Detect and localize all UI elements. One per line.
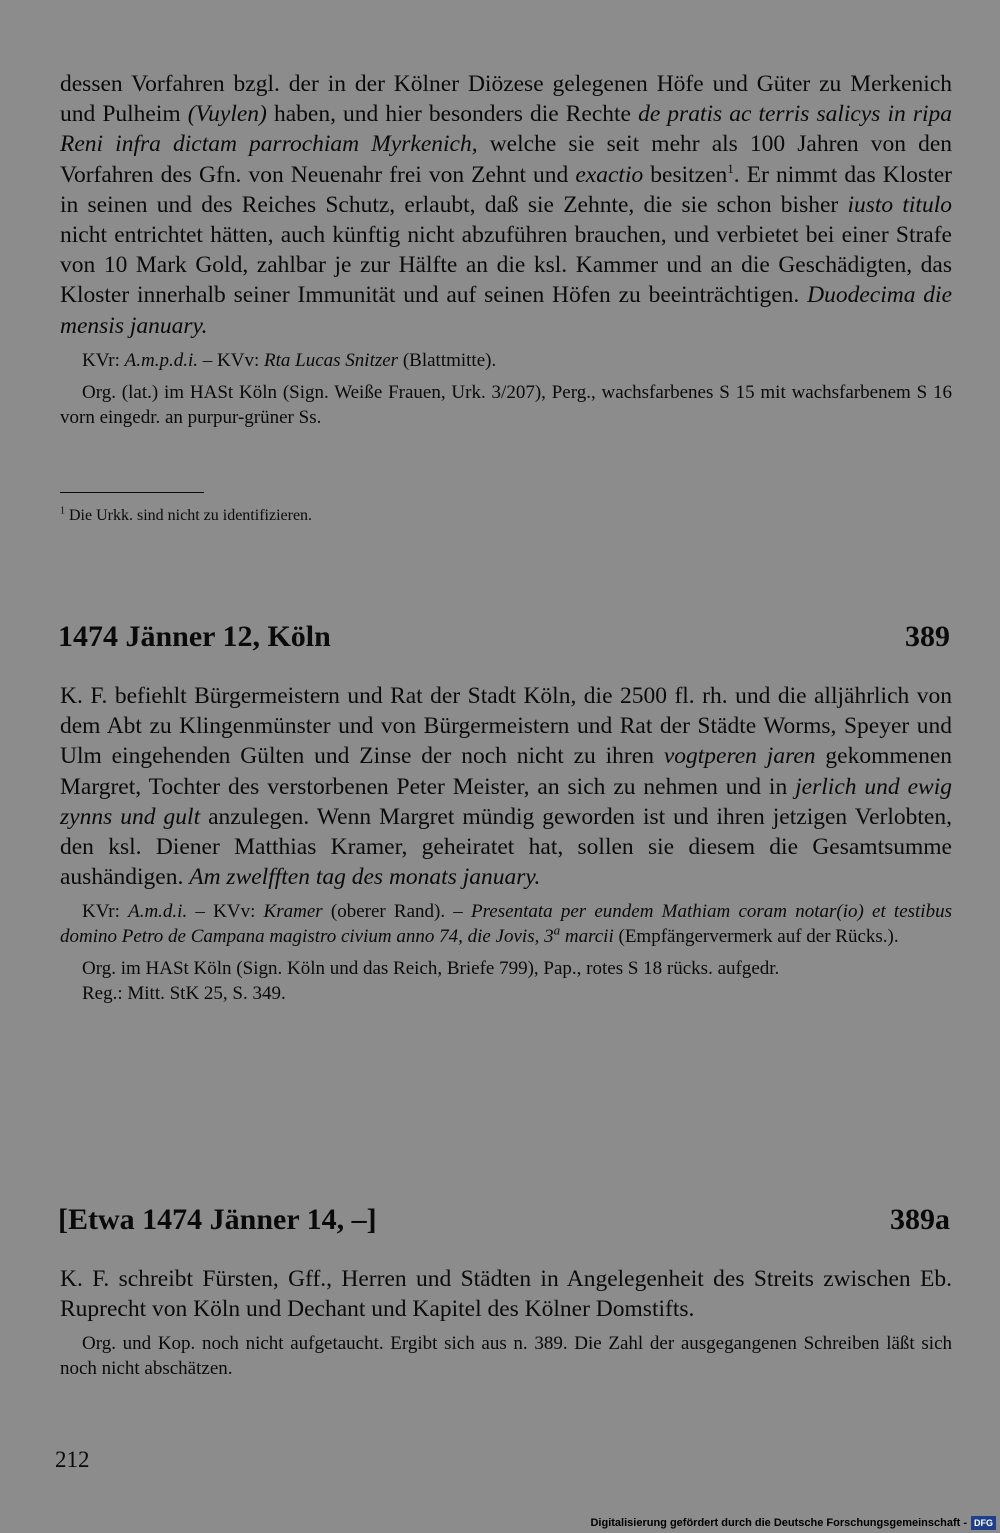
italic-run: A.m.d.i.	[128, 901, 188, 923]
text-run: gekommenen Margret, Tochter des verstorbenen Peter Meister, an sich zu nehmen und in	[60, 743, 953, 800]
italic-run: Am zwelfften tag des monats january.	[189, 864, 541, 891]
entry-389a-body: K. F. schreibt Fürsten, Gff., Herren und Städten in Angelegenheit des Streits zwischen Eb. Ruprecht von Köln und Dechant und Kapitel des Kölner Domstifts.	[60, 1266, 952, 1323]
original-source-note: Org. (lat.) im HASt Köln (Sign. Weiße Frauen, Urk. 3/207), Perg., wachsfarbenes S 15 mit wachsfarbenem S 16 vorn eingedr. an purpur-grüner Ss.	[60, 382, 952, 428]
entry-389a-heading	[58, 1202, 950, 1238]
text-run: anzulegen. Wenn Margret mündig geworden ist und ihren jetzigen Verlobten, den ksl. Diener Matthias Kramer, geheiratet hat, sollen sie diesem die Gesamtsumme aushändigen.	[60, 803, 952, 891]
italic-run: Rta Lucas Snitzer	[264, 349, 399, 371]
superscript: a	[553, 922, 561, 938]
text-run: dessen Vorfahren bzgl. der in der Kölner Diözese gelegenen Höfe und Güter zu Merkenich und Pulheim	[60, 71, 952, 128]
original-source-note: Org. und Kop. noch nicht aufgetaucht. Ergibt sich aus n. 389. Die Zahl der ausgegangenen Schreiben läßt sich noch nicht abschätzen.	[60, 1333, 952, 1379]
credit-text: Digitalisierung gefördert durch die Deutsche Forschungsgemeinschaft -	[590, 1517, 967, 1529]
footnote-number: 1	[60, 505, 65, 517]
footnote-marker: 1	[727, 160, 734, 176]
previous-entry-continuation	[60, 69, 952, 430]
footnote-text: Die Urkk. sind nicht zu identifizieren.	[65, 507, 313, 524]
previous-entry-body	[60, 69, 952, 341]
text-run: (Blattmitte).	[398, 349, 497, 371]
entry-number: 389	[905, 620, 950, 653]
footnote-rule	[60, 492, 204, 493]
entry-number: 389a	[890, 1203, 950, 1236]
text-run: K. F. befiehlt Bürgermeistern und Rat der Stadt Köln, die 2500 fl. rh. und die alljährlich von dem Abt zu Klingenmünster und von Bürgermeistern und Rat der Städte Worms, Speyer und Ulm eingehenden Gülten und Zinse der noch nicht zu ihren	[60, 683, 952, 770]
text-run: welche sie seit mehr als 100 Jahren von den Vorfahren des Gfn. von Neuenahr frei von Zehnt und	[60, 131, 952, 188]
italic-run: iusto titulo	[847, 191, 952, 218]
entry-date: 1474 Jänner 12, Köln	[58, 620, 331, 653]
text-run: (oberer Rand). –	[322, 901, 472, 923]
entry-389	[60, 681, 952, 1006]
text-run: KVr:	[82, 901, 129, 923]
entry-389-heading	[58, 619, 950, 655]
footnote	[60, 506, 312, 526]
italic-run: jerlich und ewig zynns und gult	[60, 773, 952, 830]
text-run: – KVv:	[198, 349, 265, 371]
italic-run: vogtperen jaren	[663, 743, 816, 770]
text-run: haben, und hier besonders die Rechte	[266, 101, 639, 128]
entry-389-body	[60, 681, 952, 892]
italic-run: de pratis ac terris salicys in ripa Reni infra dictam parrochiam Myrkenich,	[60, 101, 953, 158]
italic-run: marcii	[560, 925, 614, 947]
italic-run: (Vuylen)	[187, 101, 267, 128]
italic-run: Duodecima die mensis january.	[60, 282, 952, 339]
italic-run: A.m.p.d.i.	[124, 349, 199, 371]
kanzleivermerk-note	[60, 349, 952, 374]
kanzleivermerk-note	[60, 900, 952, 949]
entry-date: [Etwa 1474 Jänner 14, –]	[58, 1203, 377, 1236]
dfg-logo-icon: DFG	[971, 1516, 996, 1530]
digitization-credit	[590, 1515, 996, 1531]
text-run: . Er nimmt das Kloster in seinen und des Reiches Schutz, erlaubt, daß sie Zehnte, die sie schon bisher	[60, 161, 952, 218]
text-run: besitzen	[643, 161, 728, 188]
text-run: (Empfängervermerk auf der Rücks.).	[613, 925, 899, 947]
italic-run: Presentata per eundem Mathiam coram notar(io) et testibus domino Petro de Campana magistro civium anno 74, die Jovis, 3	[60, 901, 952, 947]
entry-389a	[60, 1264, 952, 1381]
italic-run: exactio	[575, 161, 644, 188]
regest-reference: Reg.: Mitt. StK 25, S. 349.	[82, 982, 286, 1004]
text-run: – KVv:	[187, 901, 264, 923]
page-number: 212	[55, 1447, 90, 1472]
italic-run: Kramer	[263, 901, 323, 923]
original-source-note: Org. im HASt Köln (Sign. Köln und das Reich, Briefe 799), Pap., rotes S 18 rücks. aufgedr.	[82, 958, 780, 980]
text-run: nicht entrichtet hätten, auch künftig nicht abzuführen brauchen, und verbietet bei einer Strafe von 10 Mark Gold, zahlbar je zur Hälfte an die ksl. Kammer und an die Geschädigten, das Kloster innerhalb seiner Immunität und auf seinen Höfen zu beeinträchtigen.	[60, 222, 952, 309]
text-run: KVr:	[82, 349, 125, 371]
